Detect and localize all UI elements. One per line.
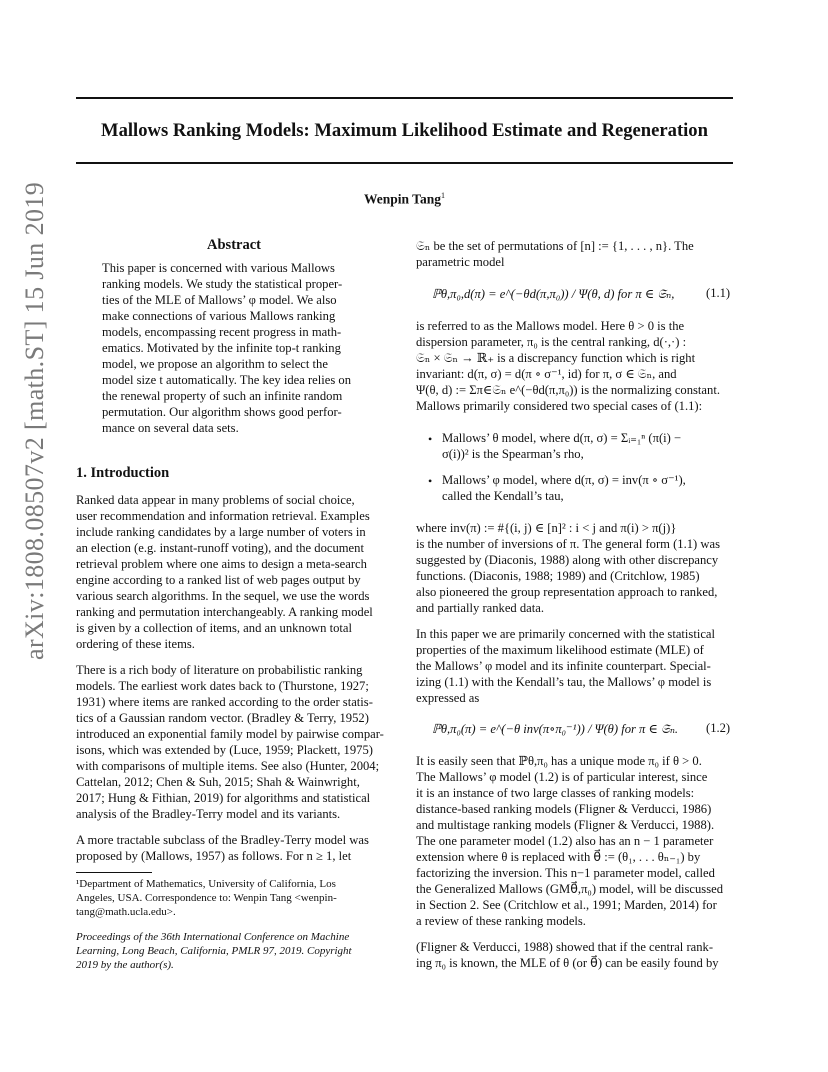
abstract-line: ematics. Motivated by the infinite top-t ranking [102,341,341,355]
text-line: it is an instance of two large classes of ranking models: [416,786,695,800]
intro-heading-wrap [76,465,392,481]
arxiv-stamp-text: arXiv:1808.08507v2 [math.ST] 15 Jun 2019 [20,181,49,660]
text-line: A more tractable subclass of the Bradley-Terry model was [76,833,369,847]
right-paragraph-3 [416,520,734,616]
text-line: the Generalized Mallows (GMθ⃗,π₀) model, will be discussed [416,882,723,896]
footnote-line: ¹Department of Mathematics, University of California, Los [76,878,336,890]
footnote-affiliation [76,877,392,919]
text-line: suggested by (Diaconis, 1988) along with other discrepancy [416,553,719,567]
text-line: The one parameter model (1.2) also has an n − 1 parameter [416,834,714,848]
footnote-line: Proceedings of the 36th International Conference on Machine [76,931,350,943]
right-paragraph-5 [416,753,734,929]
text-line: Ψ(θ, d) := Σπ∈𝔖ₙ e^(−θd(π,π₀)) is the normalizing constant. [416,383,720,397]
text-line: In this paper we are primarily concerned with the statistical [416,627,715,641]
text-line: functions. (Diaconis, 1988; 1989) and (Critchlow, 1985) [416,569,700,583]
abstract-line: This paper is concerned with various Mallows [102,261,335,275]
text-line: where inv(π) := #{(i, j) ∈ [n]² : i < j and π(i) > π(j)} [416,521,677,535]
text-line: expressed as [416,691,480,705]
footnote-line: 2019 by the author(s). [76,959,174,971]
text-line: is given by a collection of items, and an unknown total [76,621,352,635]
text-line: Mallows’ θ model, where d(π, σ) = Σᵢ₌₁ⁿ (π(i) − [442,431,682,445]
bullet-dot: • [428,432,433,446]
text-line: called the Kendall’s tau, [442,489,564,503]
abstract-line: permutation. Our algorithm shows good perfor- [102,405,342,419]
text-line: 𝔖ₙ × 𝔖ₙ → ℝ₊ is a discrepancy function which is right [416,351,696,365]
text-line: an election (e.g. instant-runoff voting), and the document [76,541,364,555]
abstract-line: models, encompassing recent progress in math- [102,325,342,339]
intro-paragraph-1 [76,492,392,652]
text-line: 2017; Hung & Fithian, 2019) for algorithms and statistical [76,791,371,805]
intro-paragraph-2 [76,662,392,822]
text-line: user recommendation and information retrieval. Examples [76,509,370,523]
text-line: models. The earliest work dates back to (Thurstone, 1927; [76,679,369,693]
abstract-line: make connections of various Mallows ranking [102,309,336,323]
text-line: 𝔖ₙ be the set of permutations of [n] := {1, . . . , n}. The [416,239,694,253]
text-line: in Section 2. See (Critchlow et al., 1991; Marden, 2014) for [416,898,717,912]
text-line: the Mallows’ φ model and its infinite counterpart. Special- [416,659,711,673]
footnote-proceedings [76,930,392,972]
text-line: There is a rich body of literature on probabilistic ranking [76,663,363,677]
text-line: isons, which was extended by (Luce, 1959; Plackett, 1975) [76,743,373,757]
text-line: various search algorithms. In the sequel, we use the words [76,589,370,603]
text-line: analysis of the Bradley-Terry model and its variants. [76,807,341,821]
text-line: is referred to as the Mallows model. Here θ > 0 is the [416,319,685,333]
abstract-heading: Abstract [207,237,261,253]
text-line: distance-based ranking models (Fligner & Verducci, 1986) [416,802,712,816]
equation-1-1-number: (1.1) [706,286,731,300]
text-line: is the number of inversions of π. The general form (1.1) was [416,537,720,551]
text-line: σ(i))² is the Spearman’s rho, [442,447,584,461]
text-line: Ranked data appear in many problems of social choice, [76,493,355,507]
text-line: properties of the maximum likelihood estimate (MLE) of [416,643,704,657]
text-line: Cattelan, 2012; Chen & Suh, 2015; Shah & Wainwright, [76,775,360,789]
section-heading-introduction: 1. Introduction [76,465,170,481]
abstract-line: model size t automatically. The key idea relies on [102,373,351,387]
right-paragraph-2 [416,318,734,414]
text-line: and partially ranked data. [416,601,544,615]
title-bottom-rule [76,162,733,164]
right-paragraph-6 [416,939,734,971]
author-affil-mark: 1 [440,191,445,200]
text-line: izing (1.1) with the Kendall’s tau, the Mallows’ φ model is [416,675,712,689]
text-line: introduced an exponential family model by pairwise compar- [76,727,384,741]
text-line: include ranking candidates by a large number of voters in [76,525,366,539]
abstract-body [102,260,368,436]
text-line: also pioneered the group representation approach to ranked, [416,585,718,599]
equation-1-1: ℙθ,π₀,d(π) = e^(−θd(π,π₀)) / Ψ(θ, d) for π ∈ 𝔖ₙ, [432,287,675,301]
footnote-line: Angeles, USA. Correspondence to: Wenpin Tang <wenpin- [76,892,337,904]
right-paragraph-1 [416,238,734,270]
author-name: Wenpin Tang [364,191,441,207]
bullet-mallows-phi [442,472,734,504]
abstract-line: mance on several data sets. [102,421,239,435]
text-line: dispersion parameter, π₀ is the central ranking, d(·,·) : [416,335,687,349]
text-line: tics of a Gaussian random vector. (Bradley & Terry, 1952) [76,711,369,725]
intro-paragraph-3 [76,832,392,864]
equation-1-2-number: (1.2) [706,721,731,735]
text-line: parametric model [416,255,505,269]
text-line: a review of these ranking models. [416,914,586,928]
text-line: and multistage ranking models (Fligner & Verducci, 1988). [416,818,715,832]
footnote-line: tang@math.ucla.edu>. [76,906,176,918]
text-line: ing π₀ is known, the MLE of θ (or θ⃗) can be easily found by [416,956,719,970]
bullet-mallows-theta [442,430,734,462]
abstract-line: the renewal property of such an infinite random [102,389,343,403]
right-paragraph-4 [416,626,734,706]
text-line: Mallows primarily considered two special cases of (1.1): [416,399,703,413]
footnote-line: Learning, Long Beach, California, PMLR 97, 2019. Copyright [76,945,352,957]
text-line: factorizing the inversion. This n−1 parameter model, called [416,866,715,880]
text-line: proposed by (Mallows, 1957) as follows. For n ≥ 1, let [76,849,352,863]
text-line: extension where θ is replaced with θ⃗ := (θ₁, . . . θₙ₋₁) by [416,850,701,864]
bullet-dot: • [428,474,433,488]
footnote-rule [76,872,152,873]
text-line: invariant: d(π, σ) = d(π ∘ σ⁻¹, id) for π, σ ∈ 𝔖ₙ, and [416,367,677,381]
text-line: ordering of these items. [76,637,195,651]
paper-title: Mallows Ranking Models: Maximum Likelihood Estimate and Regeneration [101,120,708,141]
abstract-line: model, we propose an algorithm to select the [102,357,328,371]
text-line: Mallows’ φ model, where d(π, σ) = inv(π ∘ σ⁻¹), [442,473,686,487]
text-line: The Mallows’ φ model (1.2) is of particular interest, since [416,770,708,784]
equation-1-2: ℙθ,π₀(π) = e^(−θ inv(π∘π₀⁻¹)) / Ψ(θ) for π ∈ 𝔖ₙ. [432,722,679,736]
arxiv-stamp [16,181,49,760]
author [76,191,733,208]
abstract-line: ranking models. We study the statistical proper- [102,277,343,291]
text-line: 1931) where items are ranked according to the order statis- [76,695,373,709]
text-line: ranking and permutation interchangeably. A ranking model [76,605,373,619]
abstract-section [76,237,392,253]
text-line: retrieval problem where one aims to design a meta-search [76,557,367,571]
text-line: It is easily seen that ℙθ,π₀ has a unique mode π₀ if θ > 0. [416,754,702,768]
text-line: (Fligner & Verducci, 1988) showed that if the central rank- [416,940,714,954]
top-rule [76,97,733,99]
text-line: engine according to a ranked list of web pages output by [76,573,361,587]
text-line: with comparisons of multiple items. See also (Hunter, 2004; [76,759,380,773]
abstract-line: ties of the MLE of Mallows’ φ model. We also [102,293,337,307]
